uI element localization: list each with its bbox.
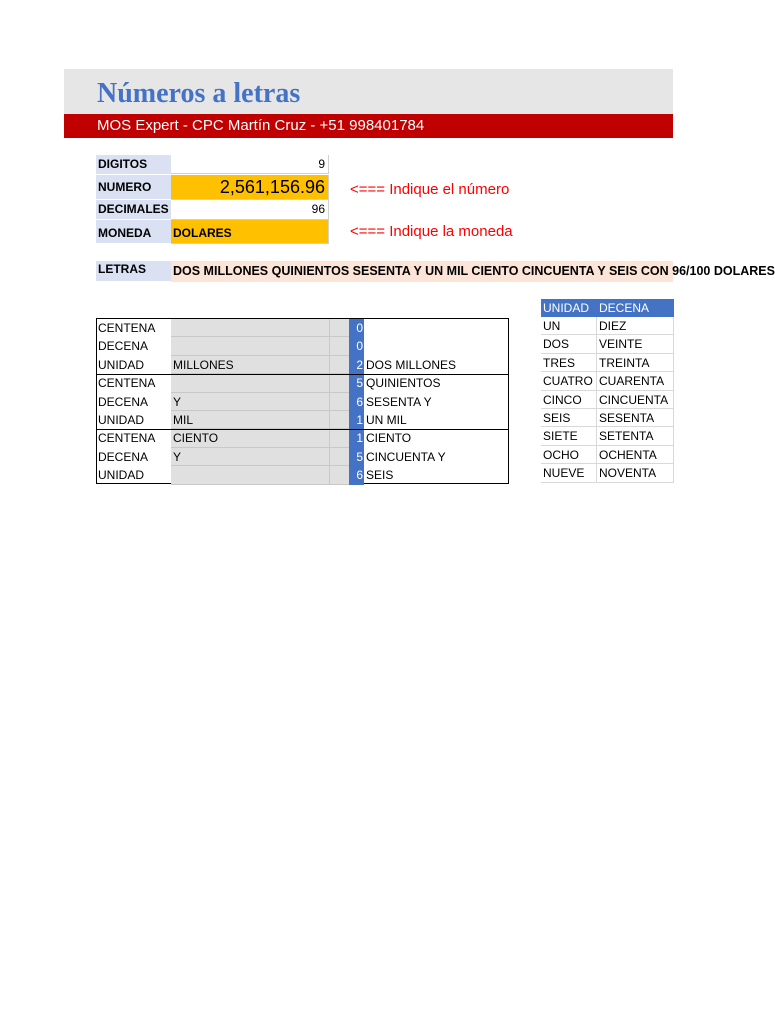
breakdown-group: MILLONES [171,356,329,374]
reference-cell: SEIS [541,409,597,427]
reference-cell: SIETE [541,427,597,445]
reference-cell: CINCUENTA [597,391,674,409]
breakdown-digit: 1 [349,411,364,429]
group-divider [96,374,509,375]
reference-cell: CINCO [541,391,597,409]
breakdown-position: CENTENA [98,321,156,335]
breakdown-text: UN MIL [366,413,407,427]
moneda-label: MONEDA [96,220,171,244]
breakdown-position: DECENA [98,449,149,464]
reference-cell: CUATRO [541,372,597,390]
breakdown-text: SEIS [366,468,394,483]
numero-label: NUMERO [96,175,171,200]
breakdown-position: CENTENA [98,376,156,391]
letras-label: LETRAS [96,261,171,282]
breakdown-spacer [329,411,349,429]
breakdown-group: MIL [171,411,329,429]
reference-cell: NOVENTA [597,464,674,482]
reference-cell: DOS [541,335,597,353]
breakdown-group: Y [171,448,329,466]
reference-cell: VEINTE [597,335,674,353]
breakdown-text: CIENTO [366,431,412,446]
breakdown-text: DOS MILLONES [366,357,457,372]
breakdown-text: CINCUENTA Y [366,449,446,464]
breakdown-digit: 5 [349,374,364,392]
reference-cell: SESENTA [597,409,674,427]
breakdown-digit: 6 [349,466,364,484]
reference-cell: NUEVE [541,464,597,482]
breakdown-position: CENTENA [98,431,156,446]
digitos-label: DIGITOS [96,155,171,175]
group-divider [96,429,509,430]
breakdown-text: SESENTA Y [366,394,432,409]
breakdown-spacer [329,374,349,392]
reference-cell: DIEZ [597,317,674,335]
breakdown-digit: 5 [349,448,364,466]
decimales-label: DECIMALES [96,200,171,220]
breakdown-position: DECENA [98,394,149,409]
breakdown-spacer [329,393,349,411]
breakdown-group [171,319,329,337]
breakdown-text [365,337,507,355]
breakdown-digit: 1 [349,429,364,447]
breakdown-digit: 0 [349,337,364,355]
reference-cell: CUARENTA [597,372,674,390]
moneda-input[interactable]: DOLARES [171,220,329,244]
breakdown-group [171,466,329,484]
letras-result[interactable]: DOS MILLONES QUINIENTOS SESENTA Y UN MIL CIENTO CINCUENTA Y SEIS CON 96/100 DOLARES [171,261,673,282]
numero-note: <=== Indique el número [350,181,510,198]
reference-cell: TREINTA [597,354,674,372]
breakdown-text [365,319,507,337]
breakdown-position: UNIDAD [98,413,145,427]
reference-cell: SETENTA [597,427,674,445]
digitos-cell[interactable]: 9 [171,155,329,174]
breakdown-group [171,374,329,392]
decimales-cell[interactable]: 96 [171,200,329,220]
breakdown-spacer [329,429,349,447]
breakdown-digit: 0 [349,319,364,337]
page-title: Números a letras [97,78,301,109]
breakdown-position: UNIDAD [98,357,145,372]
breakdown-text: QUINIENTOS [366,376,441,391]
reference-cell: TRES [541,354,597,372]
breakdown-spacer [329,466,349,484]
breakdown-position: UNIDAD [98,468,145,483]
breakdown-spacer [329,356,349,374]
numero-input[interactable]: 2,561,156.96 [171,175,329,200]
reference-cell: OCHENTA [597,446,674,464]
breakdown-spacer [329,319,349,337]
reference-cell: OCHO [541,446,597,464]
reference-cell: UN [541,317,597,335]
breakdown-digit: 6 [349,393,364,411]
reference-header: DECENA [597,299,674,317]
breakdown-group [171,337,329,355]
breakdown-spacer [329,448,349,466]
breakdown-group: Y [171,393,329,411]
breakdown-digit: 2 [349,356,364,374]
reference-header: UNIDAD [541,299,597,317]
breakdown-position: DECENA [98,339,149,354]
moneda-note: <=== Indique la moneda [350,223,513,240]
page-subtitle: MOS Expert - CPC Martín Cruz - +51 998401784 [97,117,425,134]
breakdown-spacer [329,337,349,355]
breakdown-group: CIENTO [171,429,329,447]
